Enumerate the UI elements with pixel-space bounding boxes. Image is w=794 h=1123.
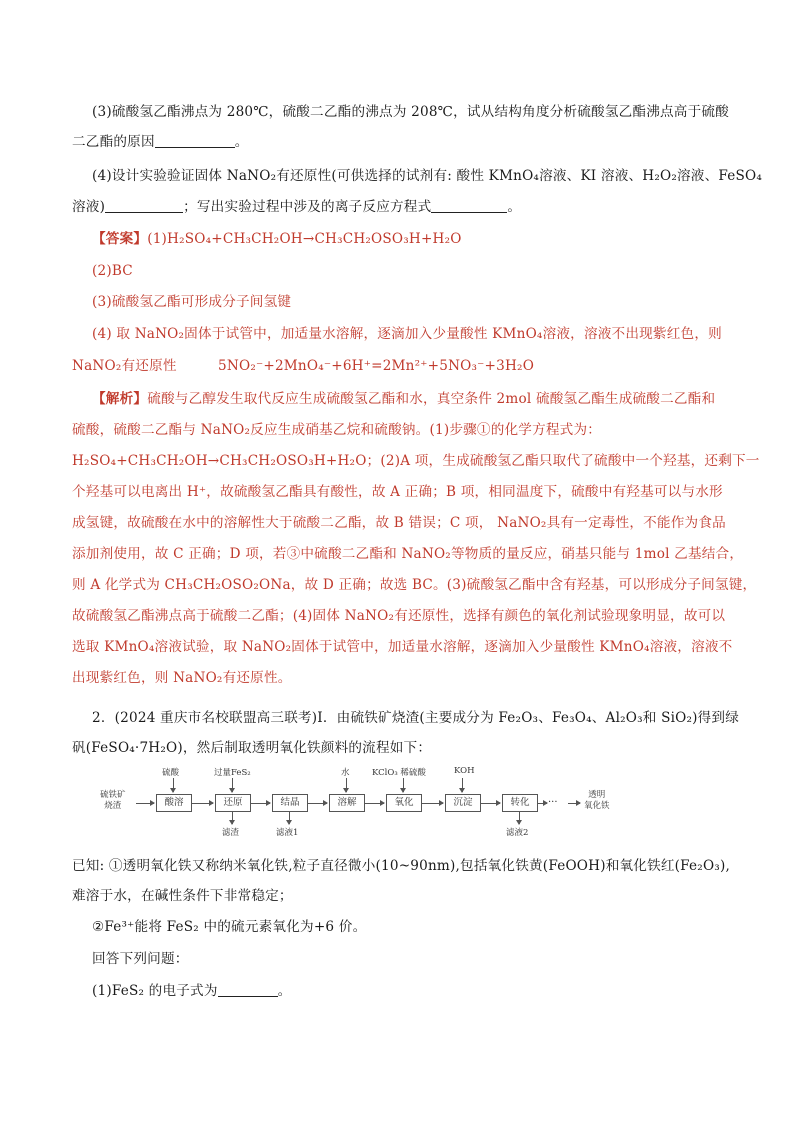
flow-arrow [250,803,270,804]
answer-blank [105,198,183,213]
q4-text-line2: 溶液) ；写出实验过程中涉及的离子反应方程式 。 [72,199,522,215]
flow-arrow [480,803,500,804]
flow-arrow [364,803,384,804]
known-line1: 已知: ①透明氧化铁又称纳米氧化铁,粒子直径微小(10~90nm),包括氧化铁黄(FeOOH)和氧化铁红(Fe₂O₃), [72,858,730,874]
flow-input-kclo3-h2so4: KClO₃ 稀硫酸 [372,768,426,778]
known-line2: 难溶于水，在碱性条件下非常稳定； [72,888,293,904]
process-flow-diagram [96,766,616,846]
flow-input-koh: KOH [454,766,475,776]
flow-step-acid-dissolve: 酸溶 [156,794,192,812]
flow-arrow [191,803,213,804]
flow-input-arrow [232,778,233,792]
q2-text-line1: 2．(2024 重庆市名校联盟高三联考)I．由硫铁矿烧渣(主要成分为 Fe₂O₃、Fe₃O₄、Al₂O₃和 SiO₂)得到绿 [92,710,740,726]
flow-input-water: 水 [341,768,350,778]
flow-arrow [136,803,154,804]
analysis-line: 成氢键，故硫酸在水中的溶解性大于硫酸二乙酯，故 B 错误；C 项， NaNO₂具有一定毒性，不能作为食品 [72,515,726,531]
analysis-line: 个羟基可以电离出 H⁺，故硫酸氢乙酯具有酸性，故 A 正确；B 项，相同温度下，硫酸中有羟基可以与水形 [72,484,723,500]
known-line3: ②Fe³⁺能将 FeS₂ 中的硫元素氧化为+6 价。 [92,919,367,935]
flow-input-fes2: 过量FeS₂ [214,768,251,778]
answer-blank [155,133,235,148]
answer-line5: NaNO₂有还原性 5NO₂⁻+2MnO₄⁻+6H⁺=2Mn²⁺+5NO₃⁻+3H₂O [72,358,535,374]
answer-line2: (2)BC [92,263,133,279]
flow-arrow [537,803,547,804]
flow-output-filtrate1: 滤液1 [276,828,299,838]
flow-step-precipitate: 沉淀 [445,794,481,812]
flow-step-reduce: 还原 [215,794,251,812]
sub-question-1: (1)FeS₂ 的电子式为 。 [92,983,292,999]
analysis-line: 故硫酸氢乙酯沸点高于硫酸二乙酯；(4)固体 NaNO₂有还原性，选择有颜色的氧化剂试验现象明显，故可以 [72,608,726,624]
flow-end-label: 透明 氧化铁 [584,790,610,811]
flow-arrow [307,803,327,804]
flow-arrow [421,803,443,804]
q4-text-line1: (4)设计实验验证固体 NaNO₂有还原性(可供选择的试剂有: 酸性 KMnO₄溶液、KI 溶液、H₂O₂溶液、FeSO₄ [92,168,763,184]
q2-text-line2: 矾(FeSO₄·7H₂O)，然后制取透明氧化铁颜料的流程如下： [72,740,432,756]
analysis-line: H₂SO₄+CH₃CH₂OH→CH₃CH₂OSO₃H+H₂O；(2)A 项，生成硫酸氢乙酯只取代了硫酸中一个羟基，还剩下一 [72,453,760,469]
flow-arrow [568,803,580,804]
flow-input-arrow [173,778,174,792]
flow-dots: ··· [548,797,558,808]
flow-output-arrow [289,812,290,824]
answer-blank [218,982,278,997]
flow-input-sulfuric-acid: 硫酸 [162,768,180,778]
flow-step-oxidize: 氧化 [386,794,422,812]
flow-output-arrow [232,812,233,824]
flow-output-filtrate2: 滤液2 [506,828,529,838]
answer-blank [431,198,507,213]
analysis-line: 则 A 化学式为 CH₃CH₂OSO₂ONa，故 D 正确；故选 BC。(3)硫酸氢乙酯中含有羟基，可以形成分子间氢键， [72,577,757,593]
flow-input-arrow [403,778,404,792]
analysis-line: 选取 KMnO₄溶液试验，取 NaNO₂固体于试管中，加适量水溶解，逐滴加入少量酸性 KMnO₄溶液，溶液不 [72,639,733,655]
flow-step-convert: 转化 [502,794,538,812]
q3-text-line2: 二乙酯的原因 。 [72,134,249,150]
answer-tag: 【答案】 [92,231,148,247]
flow-step-crystallize: 结晶 [272,794,308,812]
flow-input-arrow [462,778,463,792]
flow-input-arrow [346,778,347,792]
flow-output-arrow [519,812,520,824]
answer-line3: (3)硫酸氢乙酯可形成分子间氢键 [92,294,292,310]
analysis-tag: 【解析】 [92,391,148,407]
analysis-line: 硫酸，硫酸二乙酯与 NaNO₂反应生成硝基乙烷和硫酸钠。(1)步骤①的化学方程式为： [72,422,602,438]
answer-line4: (4) 取 NaNO₂固体于试管中，加适量水溶解，逐滴加入少量酸性 KMnO₄溶液，溶液不出现紫红色，则 [92,326,722,342]
answer-prompt: 回答下列问题： [92,951,189,967]
analysis-line: 添加剂使用，故 C 正确；D 项，若③中硫酸二乙酯和 NaNO₂等物质的量反应，硝基只能与 1mol 乙基结合， [72,546,744,562]
analysis-line1: 【解析】硫酸与乙醇发生取代反应生成硫酸氢乙酯和水，真空条件 2mol 硫酸氢乙酯生成硫酸二乙酯和 [92,391,716,407]
analysis-line: 出现紫红色，则 NaNO₂有还原性。 [72,670,292,686]
flow-output-residue: 滤渣 [222,828,240,838]
q3-text-line1: (3)硫酸氢乙酯沸点为 280℃，硫酸二乙酯的沸点为 208℃，试从结构角度分析硫酸氢乙酯沸点高于硫酸 [92,104,729,120]
flow-step-dissolve: 溶解 [329,794,365,812]
answer-line1: 【答案】(1)H₂SO₄+CH₃CH₂OH→CH₃CH₂OSO₃H+H₂O [92,231,462,247]
flow-start-label: 硫铁矿 烧渣 [100,790,126,811]
